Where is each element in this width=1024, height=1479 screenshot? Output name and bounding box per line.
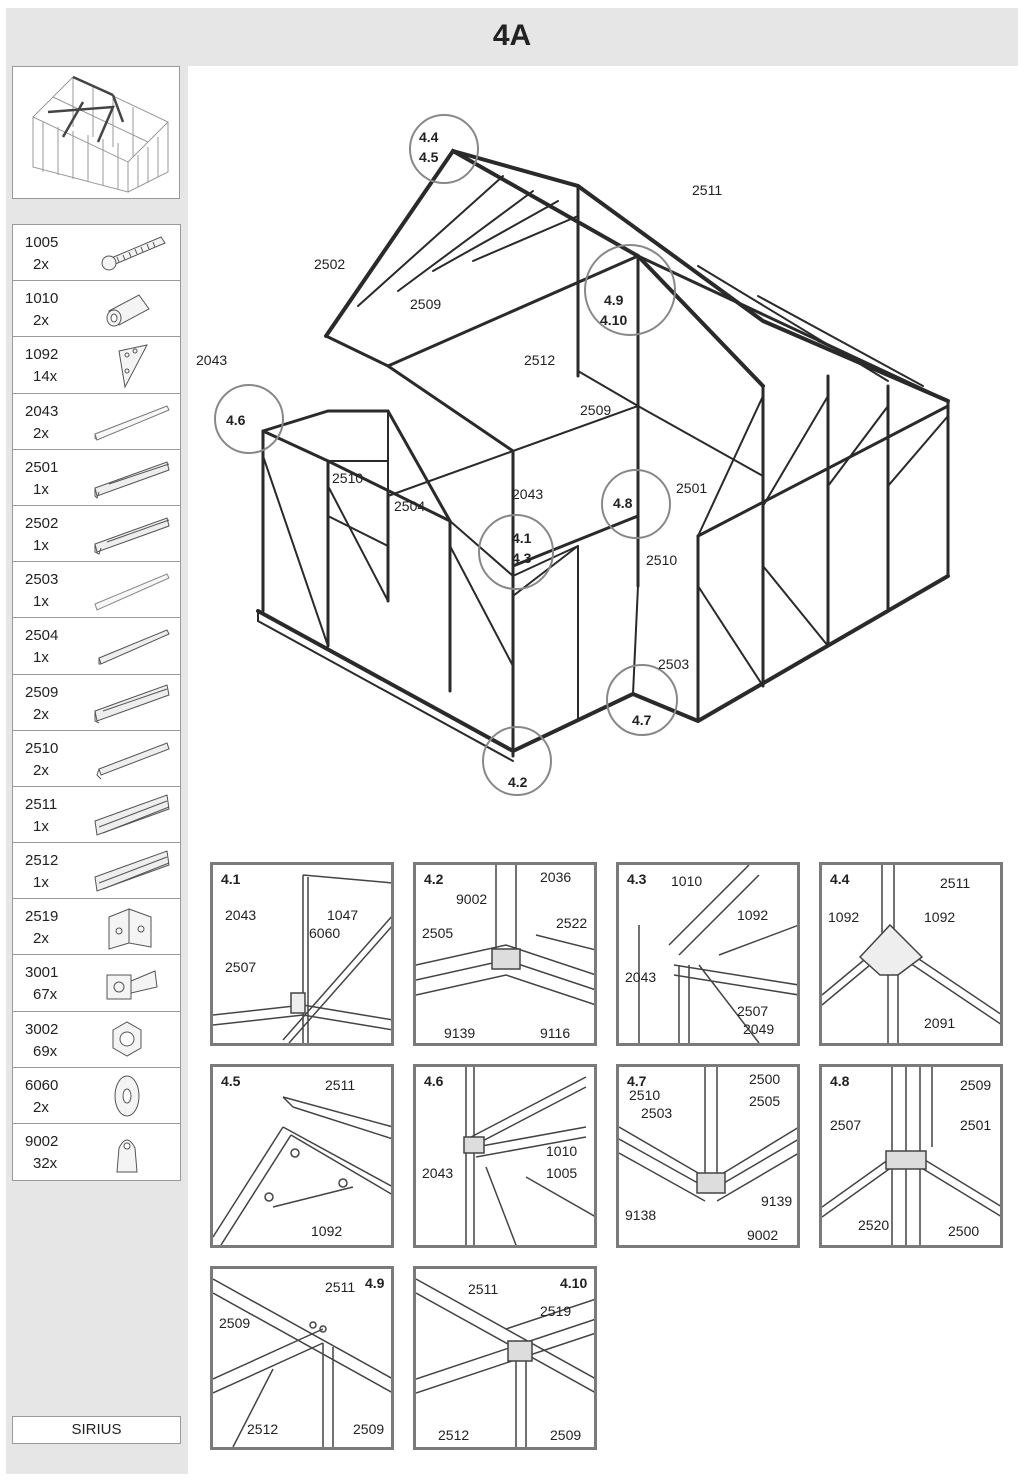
callout-label: 4.7 <box>632 712 652 728</box>
part-row <box>13 899 180 955</box>
detail-title: 4.7 <box>627 1073 647 1089</box>
part-code: 6060 <box>25 1076 59 1094</box>
part-row <box>13 281 180 337</box>
part-code: 2504 <box>25 627 59 645</box>
detail-title: 4.6 <box>424 1073 444 1089</box>
detail-label: 9002 <box>456 891 488 907</box>
detail-label: 2049 <box>743 1021 775 1037</box>
detail-title: 4.3 <box>627 871 647 887</box>
part-qty: 2x <box>33 930 49 948</box>
part-qty: 1x <box>33 874 49 892</box>
part-qty: 1x <box>33 817 49 835</box>
detail-4-10 <box>413 1266 597 1450</box>
detail-label: 2509 <box>960 1077 992 1093</box>
part-label: 2510 <box>332 470 364 486</box>
detail-title: 4.2 <box>424 871 444 887</box>
detail-label: 2509 <box>550 1427 582 1443</box>
part-qty: 32x <box>33 1155 58 1172</box>
part-row <box>13 731 180 787</box>
part-qty: 1x <box>33 480 49 498</box>
part-label: 2512 <box>524 352 556 368</box>
detail-label: 1092 <box>737 907 769 923</box>
detail-label: 2512 <box>247 1421 279 1437</box>
detail-label: 9002 <box>747 1227 779 1243</box>
detail-title: 4.4 <box>830 871 850 887</box>
detail-label: 2505 <box>422 925 454 941</box>
detail-label: 6060 <box>309 925 341 941</box>
hex-nut-icon <box>89 1016 175 1064</box>
profile-icon <box>89 454 175 502</box>
detail-4-7 <box>616 1064 800 1248</box>
part-qty: 2x <box>33 312 49 330</box>
part-label: 2509 <box>580 402 612 418</box>
part-code: 2043 <box>25 402 59 420</box>
detail-4-1 <box>210 862 394 1046</box>
part-code: 3001 <box>25 964 59 982</box>
part-code: 2510 <box>25 739 59 757</box>
callout-4-9-4-10 <box>584 244 676 336</box>
part-label: 2501 <box>676 480 708 496</box>
part-qty: 14x <box>33 368 58 386</box>
part-row <box>13 225 180 281</box>
detail-label: 1010 <box>671 873 703 889</box>
part-row <box>13 955 180 1011</box>
part-code: 2511 <box>25 795 58 813</box>
detail-illustration <box>619 865 797 1043</box>
part-row <box>13 337 180 393</box>
tab-plate-icon <box>89 1128 175 1176</box>
gusset-plate-icon <box>89 341 175 389</box>
callout-label: 4.6 <box>226 412 246 428</box>
detail-label: 9116 <box>540 1025 571 1041</box>
part-row <box>13 618 180 674</box>
sleeve-icon <box>89 285 175 333</box>
detail-label: 2500 <box>948 1223 980 1239</box>
part-code: 9002 <box>25 1133 59 1150</box>
detail-label: 2511 <box>940 875 971 891</box>
detail-label: 1092 <box>924 909 956 925</box>
part-row <box>13 787 180 843</box>
part-qty: 2x <box>33 761 49 779</box>
detail-illustration <box>213 865 391 1043</box>
callout-label: 4.4 <box>419 129 439 145</box>
part-qty: 1x <box>33 536 49 554</box>
part-qty: 69x <box>33 1042 58 1060</box>
part-qty: 1x <box>33 649 49 667</box>
part-label: 2043 <box>512 486 544 502</box>
callout-label: 4.8 <box>613 495 633 511</box>
detail-label: 9138 <box>625 1207 657 1223</box>
detail-label: 2091 <box>924 1015 956 1031</box>
detail-label: 1092 <box>828 909 860 925</box>
washer-icon <box>89 1072 175 1120</box>
part-label: 2510 <box>646 552 678 568</box>
profile-icon <box>89 398 175 446</box>
profile-icon <box>89 791 175 839</box>
part-qty: 67x <box>33 986 58 1004</box>
profile-icon <box>89 679 175 727</box>
part-qty: 1x <box>33 593 49 611</box>
angle-bracket-icon <box>89 903 175 951</box>
detail-label: 2500 <box>749 1071 781 1087</box>
part-row <box>13 506 180 562</box>
greenhouse-thumbnail-icon <box>13 67 179 198</box>
part-row <box>13 1012 180 1068</box>
model-name: SIRIUS <box>12 1416 181 1444</box>
detail-label: 9139 <box>761 1193 793 1209</box>
detail-label: 2511 <box>325 1279 356 1295</box>
callout-label: 4.5 <box>419 149 439 165</box>
part-code: 2501 <box>25 458 59 476</box>
detail-4-9 <box>210 1266 394 1450</box>
part-code: 2519 <box>25 908 59 926</box>
profile-icon <box>89 622 175 670</box>
detail-title: 4.10 <box>560 1275 588 1291</box>
part-row <box>13 450 180 506</box>
page-title: 4A <box>492 19 532 52</box>
part-label: 2043 <box>196 352 228 368</box>
main-diagram-area <box>188 66 1018 1474</box>
detail-illustration <box>213 1067 391 1245</box>
detail-label: 2043 <box>625 969 657 985</box>
detail-label: 2511 <box>468 1281 499 1297</box>
detail-4-6 <box>413 1064 597 1248</box>
detail-title: 4.9 <box>365 1275 385 1291</box>
callout-label: 4.1 <box>512 530 532 546</box>
part-code: 1010 <box>25 290 59 308</box>
part-label: 2509 <box>410 296 442 312</box>
detail-label: 2507 <box>737 1003 769 1019</box>
part-label: 2502 <box>314 256 346 272</box>
detail-label: 2511 <box>325 1077 356 1093</box>
callout-4-6 <box>214 384 284 454</box>
part-code: 3002 <box>25 1020 59 1038</box>
part-code: 2502 <box>25 514 59 532</box>
callout-label: 4.10 <box>600 312 628 328</box>
bolt-icon <box>89 959 175 1007</box>
detail-4-5 <box>210 1064 394 1248</box>
callout-4-1-4-3 <box>478 514 554 590</box>
detail-label: 2509 <box>219 1315 251 1331</box>
detail-label: 2507 <box>830 1117 862 1133</box>
callout-label: 4.9 <box>604 292 624 308</box>
part-row <box>13 675 180 731</box>
detail-label: 2512 <box>438 1427 470 1443</box>
part-code: 1092 <box>25 346 59 364</box>
part-row <box>13 394 180 450</box>
detail-label: 1010 <box>546 1143 578 1159</box>
part-qty: 2x <box>33 424 49 442</box>
part-row <box>13 562 180 618</box>
detail-label: 2043 <box>422 1165 454 1181</box>
detail-label: 9139 <box>444 1025 476 1041</box>
profile-icon <box>89 510 175 558</box>
detail-label: 2510 <box>629 1087 661 1103</box>
part-row <box>13 1124 180 1180</box>
detail-label: 2501 <box>960 1117 992 1133</box>
part-code: 2503 <box>25 571 59 589</box>
callout-4-4-4-5 <box>409 114 479 184</box>
detail-label: 2503 <box>641 1105 673 1121</box>
detail-label: 1005 <box>546 1165 578 1181</box>
detail-4-8 <box>819 1064 1003 1248</box>
part-label: 2511 <box>692 182 723 198</box>
part-row <box>13 843 180 899</box>
page <box>6 8 1018 1474</box>
detail-label: 1092 <box>311 1223 343 1239</box>
part-row <box>13 1068 180 1124</box>
detail-label: 2505 <box>749 1093 781 1109</box>
callout-4-7 <box>606 664 678 736</box>
detail-4-3 <box>616 862 800 1046</box>
part-code: 1005 <box>25 234 59 251</box>
profile-icon <box>89 847 175 895</box>
profile-icon <box>89 566 175 614</box>
part-qty: 2x <box>33 256 49 273</box>
part-qty: 2x <box>33 1098 49 1116</box>
detail-illustration <box>822 865 1000 1043</box>
detail-illustration <box>822 1067 1000 1245</box>
profile-icon <box>89 735 175 783</box>
detail-title: 4.1 <box>221 871 241 887</box>
detail-illustration <box>416 865 594 1043</box>
callout-label: 4.2 <box>508 774 528 790</box>
detail-label: 2507 <box>225 959 257 975</box>
part-label: 2504 <box>394 498 426 514</box>
callout-4-8 <box>601 469 671 539</box>
part-code: 2509 <box>25 683 59 701</box>
detail-label: 2519 <box>540 1303 572 1319</box>
detail-label: 2043 <box>225 907 257 923</box>
detail-label: 2036 <box>540 869 572 885</box>
detail-illustration <box>416 1269 594 1447</box>
detail-4-4 <box>819 862 1003 1046</box>
part-qty: 2x <box>33 705 49 723</box>
detail-title: 4.8 <box>830 1073 850 1089</box>
part-code: 2512 <box>25 852 59 870</box>
screw-rod-icon <box>89 229 175 277</box>
callout-label: 4.3 <box>512 550 532 566</box>
greenhouse-frame-diagram <box>188 66 1018 826</box>
detail-label: 2522 <box>556 915 588 931</box>
callout-4-2 <box>482 726 552 796</box>
part-label: 2503 <box>658 656 690 672</box>
detail-title: 4.5 <box>221 1073 241 1089</box>
detail-label: 1047 <box>327 907 359 923</box>
detail-4-2 <box>413 862 597 1046</box>
detail-label: 2520 <box>858 1217 890 1233</box>
detail-label: 2509 <box>353 1421 385 1437</box>
parts-list <box>12 224 181 1181</box>
overview-thumbnail <box>12 66 180 199</box>
